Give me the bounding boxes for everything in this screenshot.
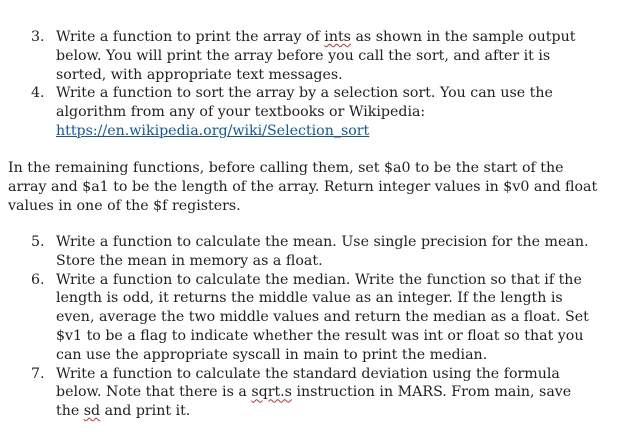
list-item-number: 3. xyxy=(31,29,45,45)
list-item-5 xyxy=(31,233,591,271)
list-item-text: as shown in the sample output below. You will print the array before you call the sort, and after it is sorted, with appropriate text messages. xyxy=(56,29,576,83)
list-item-text: Write a function to calculate the median. Write the function so that if the length is odd, it returns the middle value as an integer. If the length is even, average the two middle values and return the median as a float. Set $v1 to be a flag to indicate whether the result was int or float so that you can use the appropriate syscall in main to print the median. xyxy=(56,271,589,363)
spellcheck-flagged-word: ints xyxy=(324,29,351,45)
numbered-list-lower xyxy=(31,233,591,421)
list-item-number: 4. xyxy=(31,85,45,102)
list-item-number: 5. xyxy=(31,234,45,250)
list-item-3 xyxy=(31,28,591,84)
list-item-text: Write a function to print the array of xyxy=(56,29,325,45)
spellcheck-flagged-word: sqrt.s xyxy=(251,384,292,401)
list-item-text: Write a function to calculate the standard deviation using the formula below. Note that there is a xyxy=(56,365,560,401)
spellcheck-flagged-word: sd xyxy=(83,403,101,420)
list-item-6 xyxy=(31,271,591,365)
list-item-7 xyxy=(31,365,591,421)
list-item-text: and print it. xyxy=(100,403,191,420)
list-item-number: 6. xyxy=(31,271,45,288)
list-item-text: Write a function to sort the array by a selection sort. You can use the algorithm from any of your textbooks or Wikipedia: xyxy=(56,85,553,121)
selection-sort-link[interactable]: https://en.wikipedia.org/wiki/Selection_sort xyxy=(56,122,370,139)
list-item-text: Write a function to calculate the mean. Use single precision for the mean. Store the mean in memory as a float. xyxy=(56,234,589,269)
list-item-number: 7. xyxy=(31,365,45,382)
list-item-4 xyxy=(31,84,591,140)
list-item-text: instruction in MARS. From main, save the xyxy=(56,384,572,420)
instructions-paragraph: In the remaining functions, before calling them, set $a0 to be the start of the array and $a1 to be the length of the array. Return integer values in $v0 and float values in one of the $f registers. xyxy=(8,160,598,214)
numbered-list-upper xyxy=(31,28,591,141)
